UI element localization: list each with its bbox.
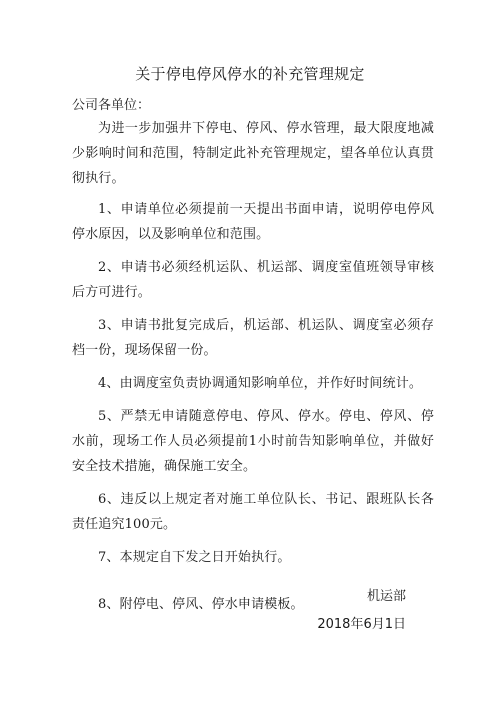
salutation: 公司各单位： [72,98,151,113]
rule-item-7: 7、本规定自下发之日开始执行。 [98,550,291,565]
rule-item-5: 5、严禁无申请随意停电、停风、停水。停电、停风、停水前，现场工作人员必须提前1小时前告知影响单位，并做好安全技术措施，确保施工安全。 [72,409,434,474]
document-title: 关于停电停风停水的补充管理规定 [135,65,365,83]
intro-paragraph: 为进一步加强井下停电、停风、停水管理，最大限度地减少影响时间和范围，特制定此补充管理规定，望各单位认真贯彻执行。 [72,121,434,186]
rule-item-2: 2、申请书必须经机运队、机运部、调度室值班领导审核后方可进行。 [72,260,434,300]
rule-item-6: 6、违反以上规定者对施工单位队长、书记、跟班队长各责任追究100元。 [72,492,434,532]
issuer-signature: 机运部 [366,589,406,604]
rule-item-4: 4、由调度室负责协调通知影响单位，并作好时间统计。 [98,376,423,391]
document-body [72,116,434,625]
issue-date: 2018年6月1日 [317,617,406,632]
rule-item-3: 3、申请书批复完成后，机运部、机运队、调度室必须存档一份，现场保留一份。 [72,318,434,358]
rule-item-1: 1、申请单位必须提前一天提出书面申请，说明停电停风停水原因，以及影响单位和范围。 [72,202,434,242]
rule-item-8: 8、附停电、停风、停水申请模板。 [98,597,304,612]
